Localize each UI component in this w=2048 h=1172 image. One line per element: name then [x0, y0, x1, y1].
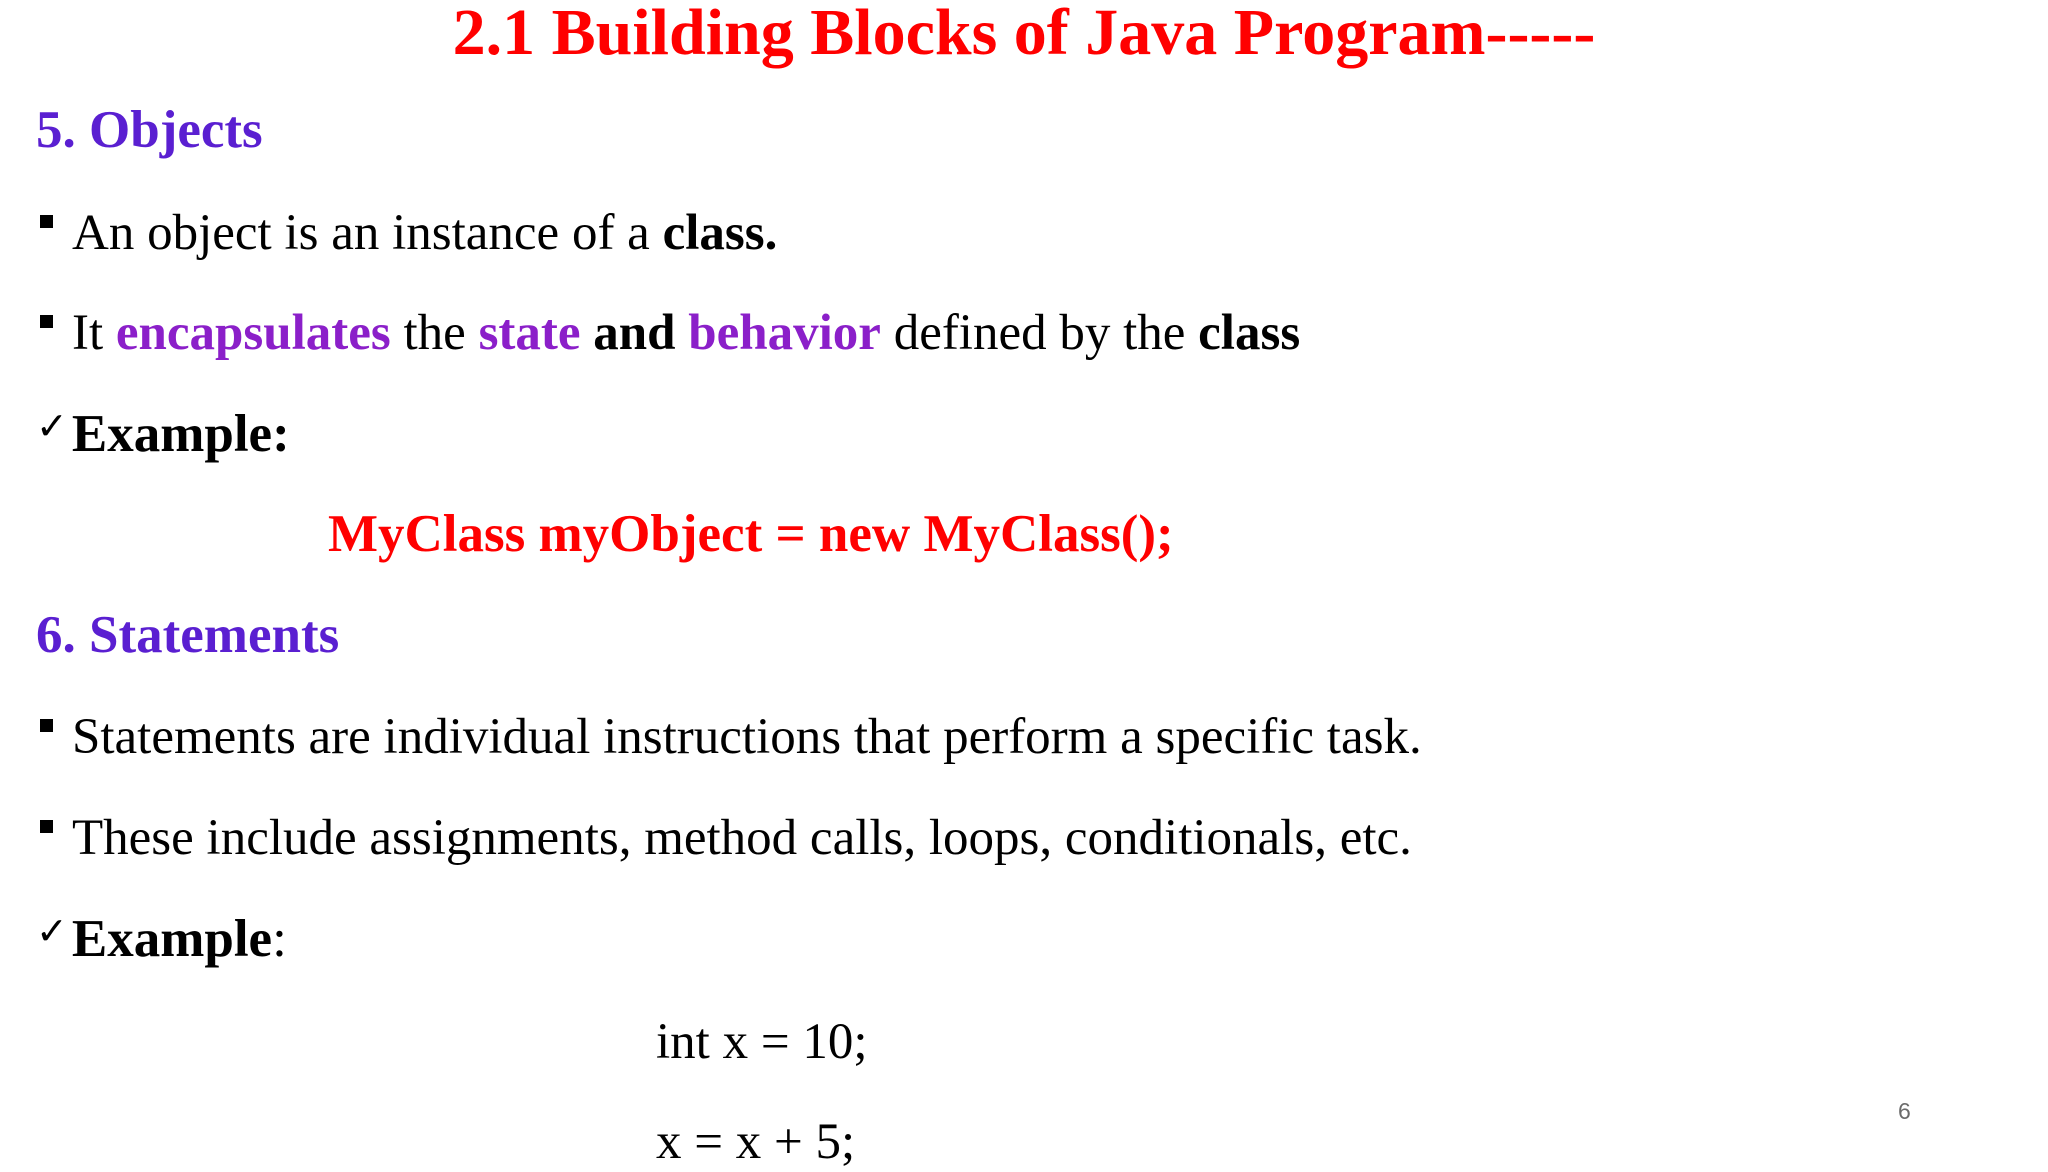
- objects-bullet-1-bold: class.: [662, 205, 778, 261]
- objects-bullet-2-part-3: the: [390, 305, 479, 361]
- objects-code-example: MyClass myObject = new MyClass();: [328, 505, 1174, 563]
- square-bullet-icon: [40, 315, 53, 328]
- check-mark-icon: ✓: [36, 909, 68, 953]
- encapsulates-term: encapsulates: [115, 305, 391, 361]
- objects-heading: 5. Objects: [36, 101, 263, 159]
- square-bullet-icon: [40, 215, 53, 228]
- objects-bullet-1: [40, 203, 777, 263]
- statements-example-label: [36, 909, 287, 969]
- state-term: state: [478, 305, 581, 361]
- square-bullet-icon: [40, 719, 53, 732]
- check-mark-icon: ✓: [36, 404, 68, 448]
- objects-bullet-2-part-7: defined by the: [880, 305, 1199, 361]
- statements-bullet-2-text: These include assignments, method calls, loops, conditionals, etc.: [72, 810, 1412, 866]
- objects-bullet-2-and: and: [580, 305, 689, 361]
- behavior-term: behavior: [688, 305, 881, 361]
- statements-code-line-2: x = x + 5;: [656, 1114, 856, 1170]
- statements-bullet-2: [40, 808, 1412, 868]
- statements-bullet-1: [40, 707, 1422, 767]
- statements-code-line-1: int x = 10;: [656, 1014, 868, 1070]
- objects-bullet-2: [40, 303, 1300, 363]
- class-term: class: [1198, 305, 1301, 361]
- objects-bullet-2-part-1: It: [72, 305, 116, 361]
- statements-bullet-1-text: Statements are individual instructions that perform a specific task.: [72, 709, 1422, 765]
- objects-example-text: Example:: [71, 405, 290, 463]
- objects-bullet-1-text: An object is an instance of a: [72, 205, 663, 261]
- objects-example-label: [36, 404, 290, 464]
- statements-example-colon: :: [272, 910, 287, 968]
- page-number: 6: [1898, 1098, 1911, 1124]
- statements-heading: 6. Statements: [36, 606, 340, 664]
- square-bullet-icon: [40, 820, 53, 833]
- statements-example-text: Example: [71, 910, 273, 968]
- slide-title: 2.1 Building Blocks of Java Program-----: [452, 0, 1596, 69]
